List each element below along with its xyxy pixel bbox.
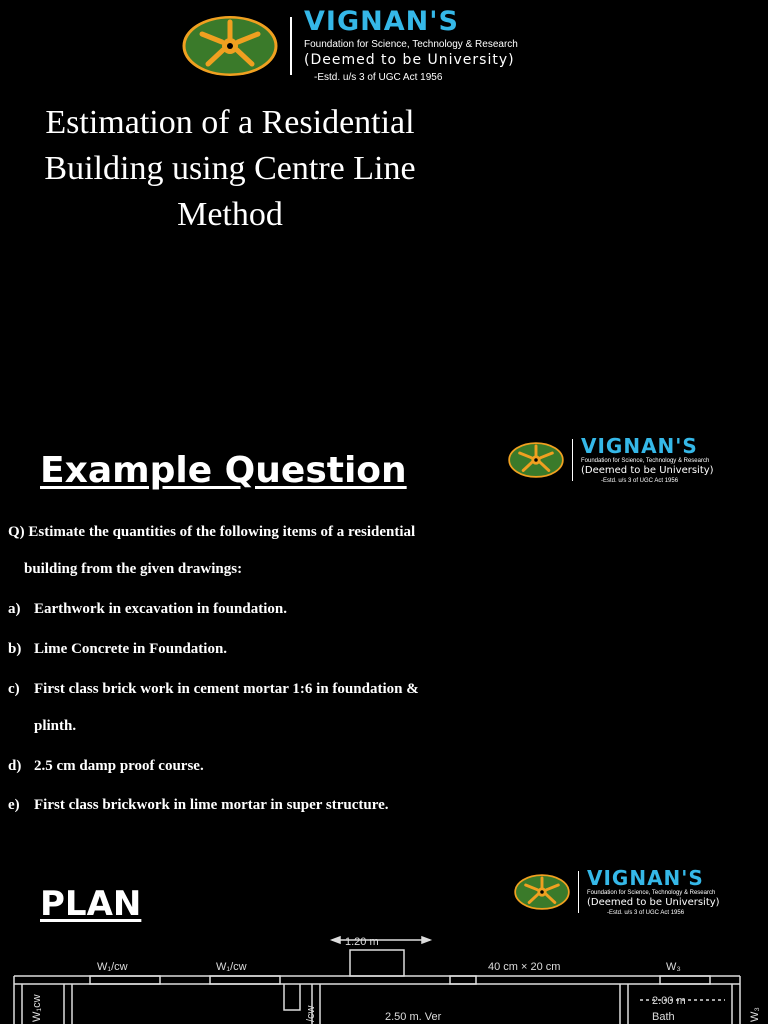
logo-divider <box>572 439 573 481</box>
logo-deemed: (Deemed to be University) <box>587 897 720 908</box>
logo-name: VIGNAN'S <box>581 434 698 458</box>
vignans-emblem-icon <box>508 439 564 481</box>
internal-pier <box>284 984 300 1010</box>
beam-mark <box>450 976 476 984</box>
item-label: b) <box>8 641 22 657</box>
plan-label-left-w: W₁cw <box>31 994 43 1022</box>
question-label: Q) <box>8 524 25 540</box>
logo-estd: -Estd. u/s 3 of UGC Act 1956 <box>607 910 685 916</box>
plan-label-ver: 2.50 m. Ver <box>385 1011 442 1023</box>
building-plan-drawing <box>0 930 768 1024</box>
item-text: 2.5 cm damp proof course. <box>34 758 204 774</box>
item-text: First class brickwork in lime mortar in super structure. <box>34 797 389 813</box>
plan-label-window1: W₁/cw <box>97 961 128 973</box>
item-label: c) <box>8 681 20 697</box>
item-text: Earthwork in excavation in foundation. <box>34 601 287 617</box>
list-item <box>8 797 389 814</box>
list-item <box>8 681 419 698</box>
arrow-left-icon <box>332 937 340 943</box>
logo-name: VIGNAN'S <box>587 866 704 890</box>
window-w3 <box>660 976 710 984</box>
logo-subtitle: Foundation for Science, Technology & Research <box>304 39 518 50</box>
plan-label-window2: W₁/cw <box>216 961 247 973</box>
question-text: Estimate the quantities of the following items of a residential <box>28 524 416 540</box>
item-label: a) <box>8 601 21 617</box>
vignans-logo <box>514 868 720 916</box>
logo-deemed: (Deemed to be University) <box>581 465 714 476</box>
slide-title-text <box>0 100 460 238</box>
item-label: e) <box>8 797 20 813</box>
plan-label-beam: 40 cm × 20 cm <box>488 961 561 973</box>
item-label: d) <box>8 758 22 774</box>
slide-plan <box>0 850 768 1024</box>
slide-title <box>0 0 768 420</box>
title-line: Building using Centre Line <box>44 150 416 187</box>
logo-subtitle: Foundation for Science, Technology & Research <box>587 890 716 896</box>
list-item <box>8 758 204 775</box>
item-text: First class brick work in cement mortar 1:6 in foundation & <box>34 681 419 697</box>
vignans-emblem-icon <box>514 871 570 913</box>
list-item <box>8 641 227 658</box>
title-line: Method <box>177 196 283 233</box>
slide-example-question <box>0 420 768 850</box>
arrow-right-icon <box>422 937 430 943</box>
question-line: building from the given drawings: <box>24 561 243 577</box>
question-line <box>8 524 415 541</box>
logo-name: VIGNAN'S <box>304 6 459 37</box>
title-line: Estimation of a Residential <box>45 104 415 141</box>
plan-heading: PLAN <box>40 884 142 924</box>
verandah-step <box>350 950 404 976</box>
vignans-logo <box>508 436 714 484</box>
plan-label-right-w: W₃ <box>749 1007 761 1022</box>
plan-label-top-dim: 1.20 m <box>345 936 379 948</box>
plan-label-bath: Bath <box>652 1011 675 1023</box>
logo-divider <box>578 871 579 913</box>
logo-subtitle: Foundation for Science, Technology & Research <box>581 458 710 464</box>
logo-deemed: (Deemed to be University) <box>304 52 515 68</box>
logo-divider <box>290 17 292 75</box>
vignans-emblem-icon <box>182 16 278 76</box>
logo-estd: -Estd. u/s 3 of UGC Act 1956 <box>314 72 443 83</box>
vignans-logo <box>182 8 518 83</box>
list-item <box>8 601 287 618</box>
plan-label-window3: W₃ <box>666 961 681 973</box>
window-w1 <box>90 976 160 984</box>
plan-label-mid-w: /cw <box>305 1005 317 1022</box>
item-text: Lime Concrete in Foundation. <box>34 641 228 657</box>
list-item-continuation: plinth. <box>34 718 77 734</box>
example-question-heading: Example Question <box>40 450 407 491</box>
logo-estd: -Estd. u/s 3 of UGC Act 1956 <box>601 478 679 484</box>
plan-label-bath-dim: 2.00 m <box>652 995 686 1007</box>
window-w1 <box>210 976 280 984</box>
